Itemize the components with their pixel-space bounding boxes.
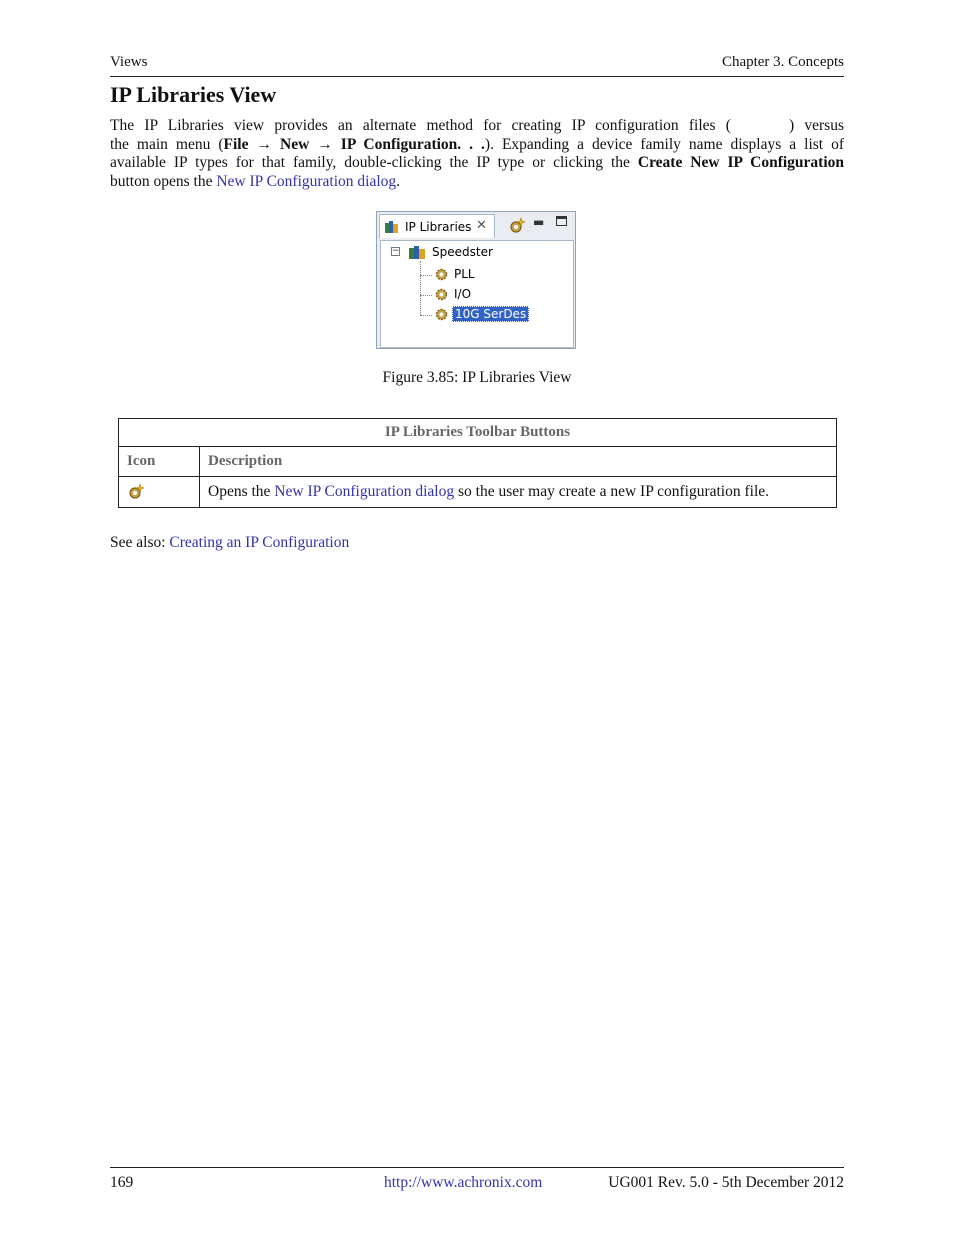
new-ip-configuration-icon [127,483,145,501]
gear-icon [435,268,448,281]
create-new-ip-configuration-text: Create New IP Configuration [637,154,845,172]
toolbar-buttons-table [118,418,837,508]
section-title: IP Libraries View [110,82,277,107]
new-ip-configuration-dialog-link[interactable]: New IP Configuration dialog [216,173,397,191]
para-line-1: The IP Libraries view provides an alternate method for creating IP configuration files ( ) versus [110,117,844,134]
para-line-4: button opens the New IP Configuration dialog. [110,173,401,191]
col-header-icon: Icon [119,447,200,477]
para-line-2: the main menu (File → New → IP Configuration. . .). Expanding a device family name displays a list of [110,135,845,153]
icon-cell [119,477,200,508]
tree-item-pll[interactable]: PLL [454,267,475,281]
gear-icon [435,308,448,321]
new-ip-configuration-icon[interactable] [508,217,526,235]
table-title: IP Libraries Toolbar Buttons [119,419,837,447]
ip-tree [380,240,574,348]
tab-label: IP Libraries [405,220,472,234]
family-icon [409,245,427,259]
gear-icon [435,288,448,301]
para-line-3: available IP types for that family, double-clicking the IP type or clicking the Create New IP Configuration [110,154,845,172]
page-footer [110,1167,844,1191]
menu-new: New [280,135,310,153]
new-ip-configuration-dialog-link[interactable]: New IP Configuration dialog [274,483,455,500]
menu-file: File [223,135,249,153]
document-revision: UG001 Rev. 5.0 - 5th December 2012 [608,1174,844,1191]
tree-item-io[interactable]: I/O [454,287,472,301]
close-icon[interactable]: ✕ [476,218,487,233]
intro-paragraph [110,117,844,192]
page-header [110,54,844,77]
tree-connector [420,261,421,315]
tree-connector [420,315,432,316]
maximize-icon[interactable] [556,216,567,226]
ip-libraries-panel [376,211,576,349]
col-header-description: Description [200,447,837,477]
figure-caption: Figure 3.85: IP Libraries View [382,369,572,386]
library-icon [385,221,399,233]
tree-connector [420,295,432,296]
header-section: Views [110,54,148,70]
tree-item-10g-serdes[interactable]: 10G SerDes [452,306,529,322]
website-link[interactable]: http://www.achronix.com [384,1174,543,1191]
creating-ip-configuration-link[interactable]: Creating an IP Configuration [169,534,350,551]
minimize-icon[interactable]: ▬ [533,215,545,229]
page-number: 169 [110,1174,134,1191]
table-row [119,477,837,508]
header-chapter: Chapter 3. Concepts [721,54,844,70]
description-cell: Opens the New IP Configuration dialog so the user may create a new IP configuration file. [200,477,837,508]
collapse-icon[interactable]: − [392,246,400,256]
see-also: See also: Creating an IP Configuration [110,534,350,551]
tree-connector [420,275,432,276]
tab-ip-libraries[interactable] [379,214,495,238]
tree-item-speedster[interactable]: Speedster [432,245,493,259]
menu-ip-configuration: IP Configuration. . . [340,135,485,153]
